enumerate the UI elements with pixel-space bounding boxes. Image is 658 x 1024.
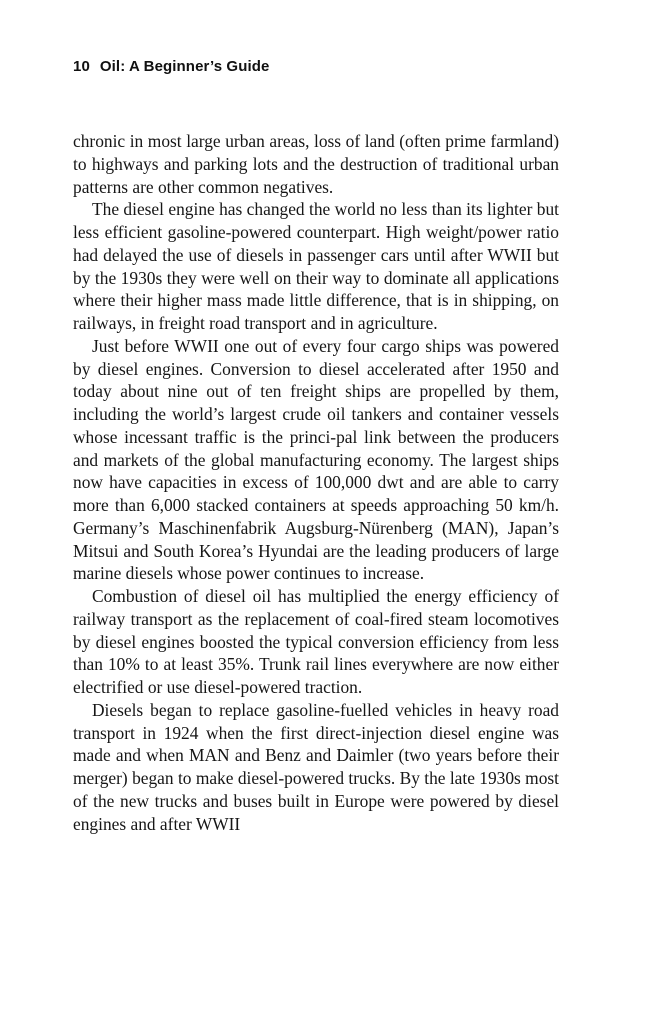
book-title: Oil: A Beginner’s Guide <box>99 58 270 75</box>
paragraph-shipping: Just before WWII one out of every four cargo ships was powered by diesel engines. Conversion to diesel accelerated after 1950 and today about nine out of ten freight ships are propelled by them, including the world’s largest crude oil tankers and container vessels whose incessant traffic is the princi-pal link between the producers and markets of the global manufacturing economy. The largest ships now have capacities in excess of 100,000 dwt and are able to carry more than 6,000 stacked containers at speeds approaching 50 km/h. Germany’s Maschinenfabrik Augsburg-Nürenberg (MAN), Japan’s Mitsui and South Korea’s Hyundai are the leading producers of large marine diesels whose power continues to increase. <box>73 335 559 584</box>
paragraph-road-transport: Diesels began to replace gasoline-fuelled vehicles in heavy road transport in 1924 when the first direct-injection diesel engine was made and when MAN and Benz and Daimler (two years before their merger) began to make diesel-powered trucks. By the late 1930s most of the new trucks and buses built in Europe were powered by diesel engines and after WWII <box>73 699 559 834</box>
paragraph-diesel-engine: The diesel engine has changed the world no less than its lighter but less efficient gasoline-powered counterpart. High weight/power ratio had delayed the use of diesels in passenger cars until after WWII but by the 1930s they were well on their way to dominate all applications where their higher mass made little difference, that is in shipping, on railways, in freight road transport and in agriculture. <box>73 199 559 333</box>
running-head <box>73 58 269 75</box>
page-number: 10 <box>73 58 90 75</box>
paragraph-railways: Combustion of diesel oil has multiplied the energy efficiency of railway transport as the replacement of coal-fired steam locomotives by diesel engines boosted the typical conversion efficiency from less than 10% to at least 35%. Trunk rail lines everywhere are now either electrified or use diesel-powered traction. <box>73 586 559 697</box>
paragraph-continued: chronic in most large urban areas, loss of land (often prime farmland) to highways and parking lots and the destruction of traditional urban patterns are other common negatives. <box>73 131 559 197</box>
body-text <box>73 130 559 835</box>
